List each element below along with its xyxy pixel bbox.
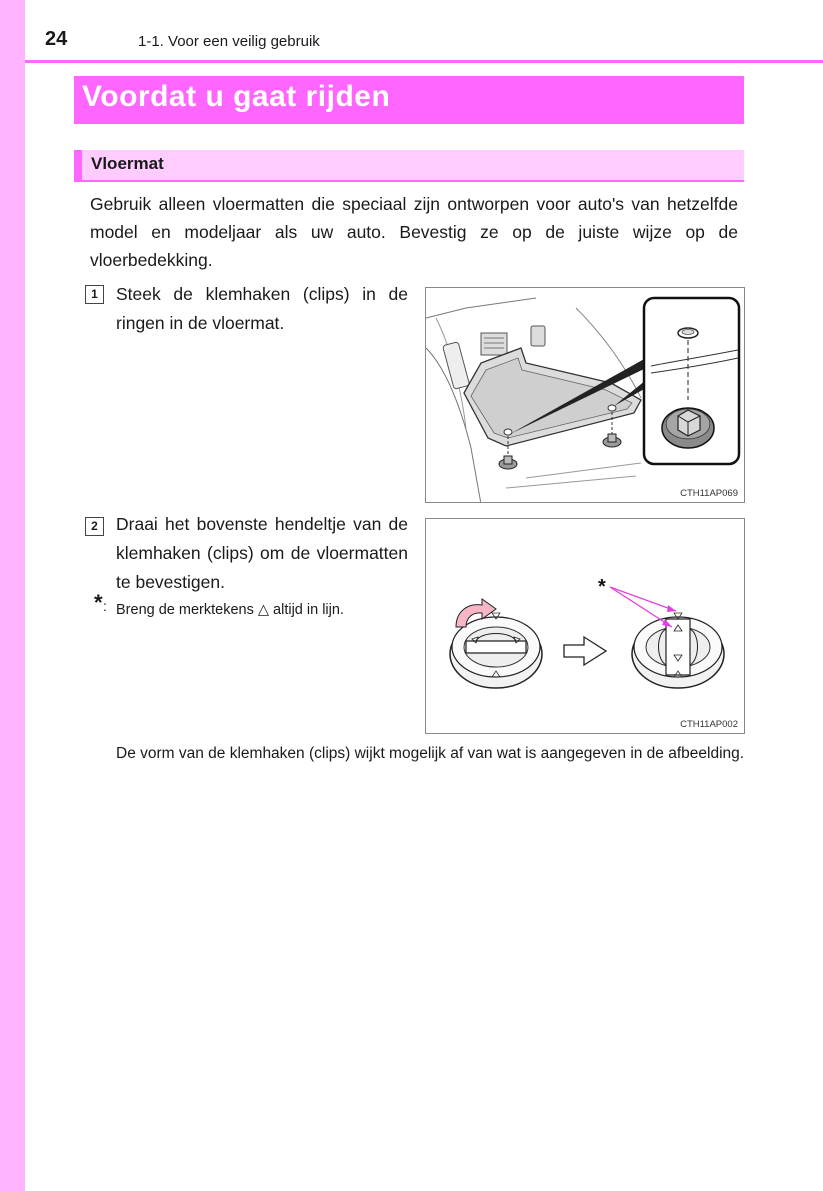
- figure-asterisk: *: [598, 576, 606, 598]
- side-color-strip: [0, 0, 25, 1191]
- step-2-text: Draai het bovenste hendeltje van de klemhaken (clips) om de vloermatten te bevestigen.: [116, 514, 408, 592]
- step-2-number: 2: [85, 517, 104, 536]
- note-asterisk: *: [94, 590, 103, 615]
- step-1-text: Steek de klemhaken (clips) in de ringen in de vloermat.: [116, 284, 408, 333]
- clip-rotation-illustration: [426, 519, 745, 734]
- step-1-number: 1: [85, 285, 104, 304]
- figure-2-code: CTH11AP002: [680, 719, 738, 730]
- page-number: 24: [45, 28, 68, 50]
- note-colon: :: [103, 598, 107, 614]
- figure-1-code: CTH11AP069: [680, 488, 738, 499]
- figure-clip-insertion: [425, 287, 745, 503]
- intro-paragraph: Gebruik alleen vloermatten die speciaal zijn ontworpen voor auto's van hetzelfde model en modeljaar als uw auto. Bevestig ze op de juiste wijze op de vloerbedekking.: [90, 194, 738, 270]
- note-text: Breng de merktekens △ altijd in lijn.: [116, 602, 344, 618]
- section-heading: Vloermat: [91, 154, 164, 173]
- page-title-bar: [74, 76, 744, 124]
- floor-mat-illustration: [426, 288, 745, 503]
- header-rule: [25, 60, 823, 63]
- figure-clip-locking: [425, 518, 745, 734]
- section-heading-bar: [74, 150, 744, 182]
- page-title: Voordat u gaat rijden: [82, 80, 391, 113]
- footnote-text: De vorm van de klemhaken (clips) wijkt mogelijk af van wat is aangegeven in de afbeelding.: [116, 745, 745, 762]
- running-head: 1-1. Voor een veilig gebruik: [138, 33, 320, 50]
